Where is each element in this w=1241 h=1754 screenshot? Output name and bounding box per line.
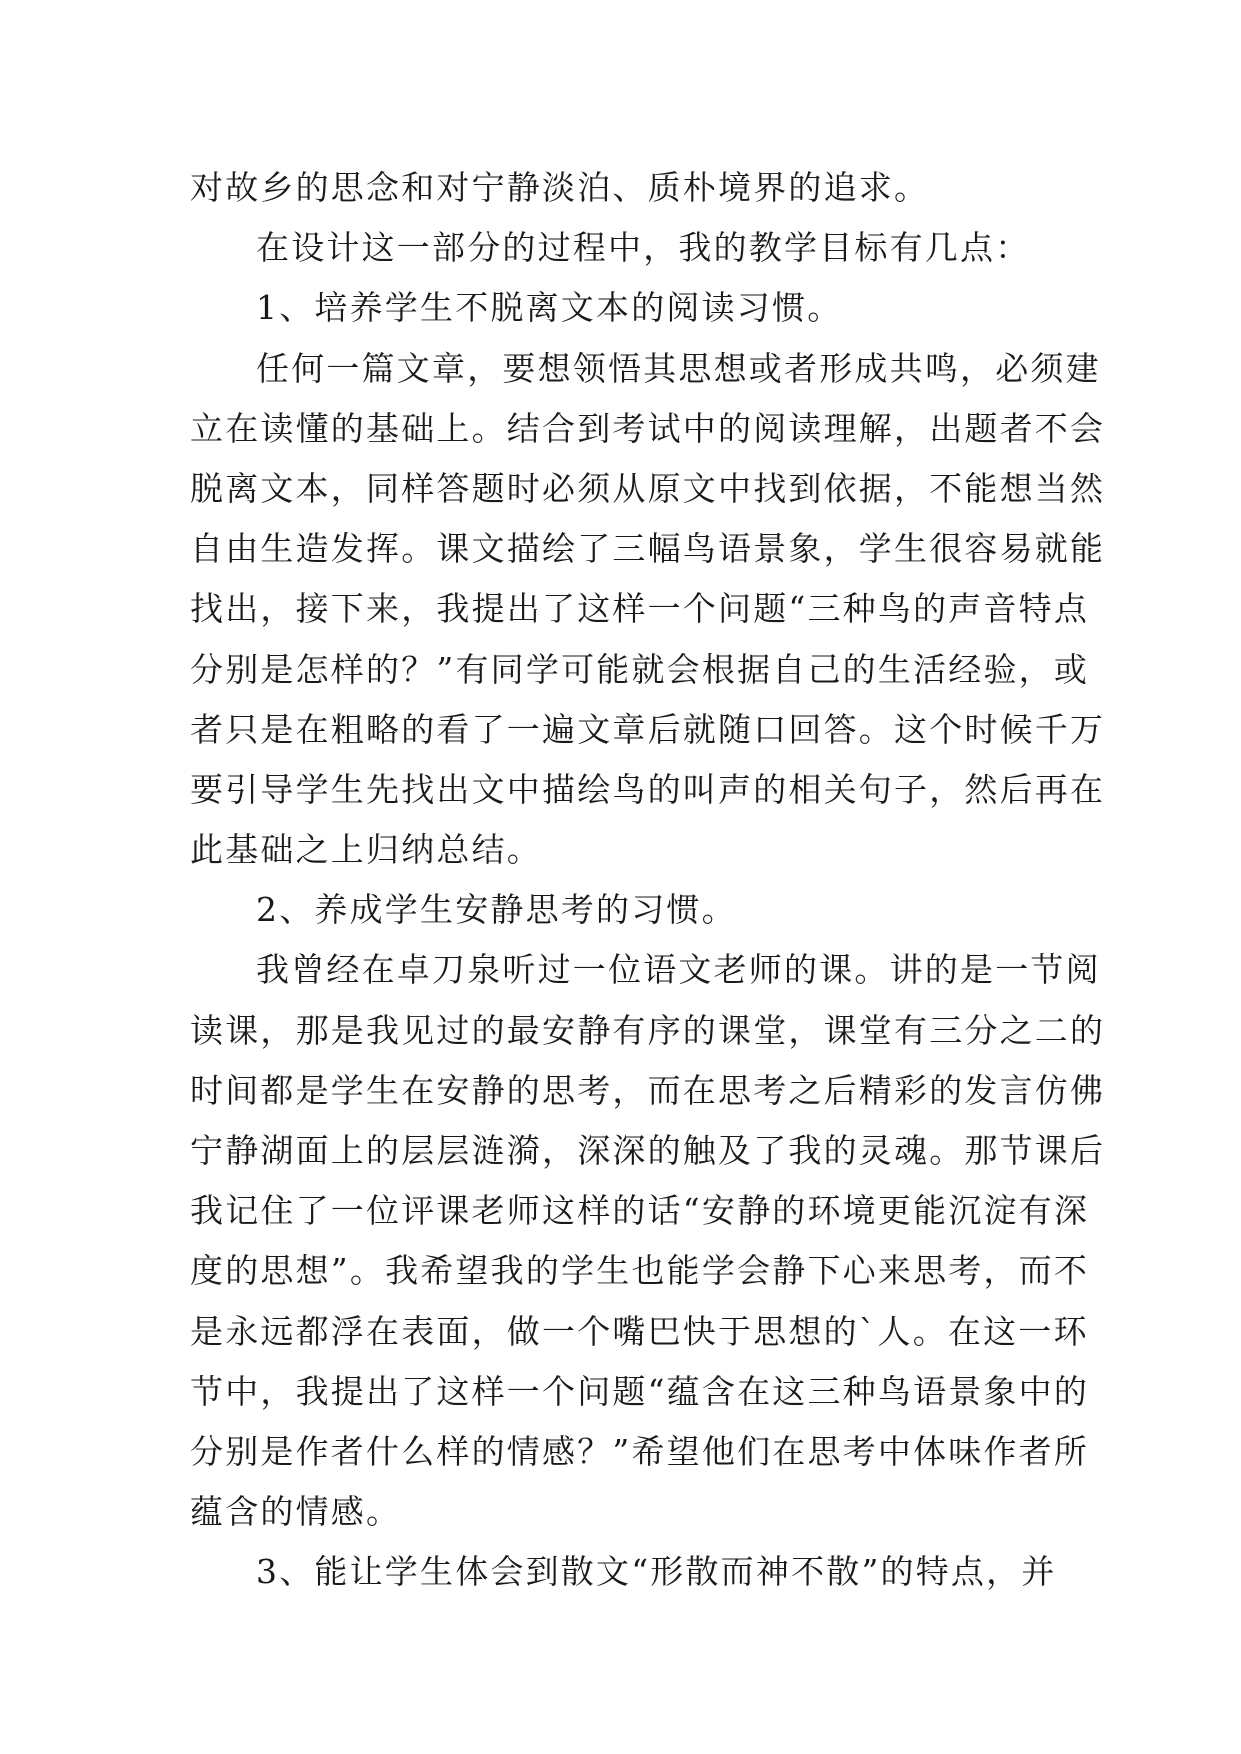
list-item-heading: 3、能让学生体会到散文“形散而神不散”的特点，并 xyxy=(256,1552,1057,1592)
text-line: 对故乡的思念和对宁静淡泊、质朴境界的追求。 xyxy=(190,168,930,207)
text-line: 宁静湖面上的层层涟漪，深深的触及了我的灵魂。那节课后 xyxy=(190,1131,1106,1170)
text-line: 是永远都浮在表面，做一个嘴巴快于思想的`人。在这一环 xyxy=(190,1311,1089,1351)
list-item-heading: 2、养成学生安静思考的习惯。 xyxy=(256,890,737,930)
document-body xyxy=(190,158,1106,1603)
text-line: 读课，那是我见过的最安静有序的课堂，课堂有三分之二的 xyxy=(190,1010,1106,1050)
text-line: 要引导学生先找出文中描绘鸟的叫声的相关句子，然后再在 xyxy=(190,769,1106,809)
text-line: 立在读懂的基础上。结合到考试中的阅读理解，出题者不会 xyxy=(190,408,1106,448)
text-line: 找出，接下来，我提出了这样一个问题“三种鸟的声音特点 xyxy=(190,589,1090,629)
text-line: 分别是作者什么样的情感？”希望他们在思考中体味作者所 xyxy=(190,1431,1090,1471)
text-line: 任何一篇文章，要想领悟其思想或者形成共鸣，必须建 xyxy=(256,348,1101,388)
text-line: 脱离文本，同样答题时必须从原文中找到依据，不能想当然 xyxy=(190,468,1106,508)
text-line: 自由生造发挥。课文描绘了三幅鸟语景象，学生很容易就能 xyxy=(190,529,1106,569)
list-item-heading: 1、培养学生不脱离文本的阅读习惯。 xyxy=(256,288,843,328)
text-line: 我记住了一位评课老师这样的话“安静的环境更能沉淀有深 xyxy=(190,1191,1090,1231)
text-line: 蕴含的情感。 xyxy=(190,1492,402,1532)
text-line: 节中，我提出了这样一个问题“蕴含在这三种鸟语景象中的 xyxy=(190,1371,1090,1411)
text-line: 时间都是学生在安静的思考，而在思考之后精彩的发言仿佛 xyxy=(190,1070,1106,1110)
text-line: 度的思想”。我希望我的学生也能学会静下心来思考，而不 xyxy=(190,1251,1090,1291)
text-line: 分别是怎样的？”有同学可能就会根据自己的生活经验，或 xyxy=(190,649,1090,689)
text-line: 在设计这一部分的过程中，我的教学目标有几点： xyxy=(256,228,1031,268)
text-line: 此基础之上归纳总结。 xyxy=(190,830,542,870)
text-line: 者只是在粗略的看了一遍文章后就随口回答。这个时候千万 xyxy=(190,709,1106,749)
text-line: 我曾经在卓刀泉听过一位语文老师的课。讲的是一节阅 xyxy=(256,950,1101,990)
